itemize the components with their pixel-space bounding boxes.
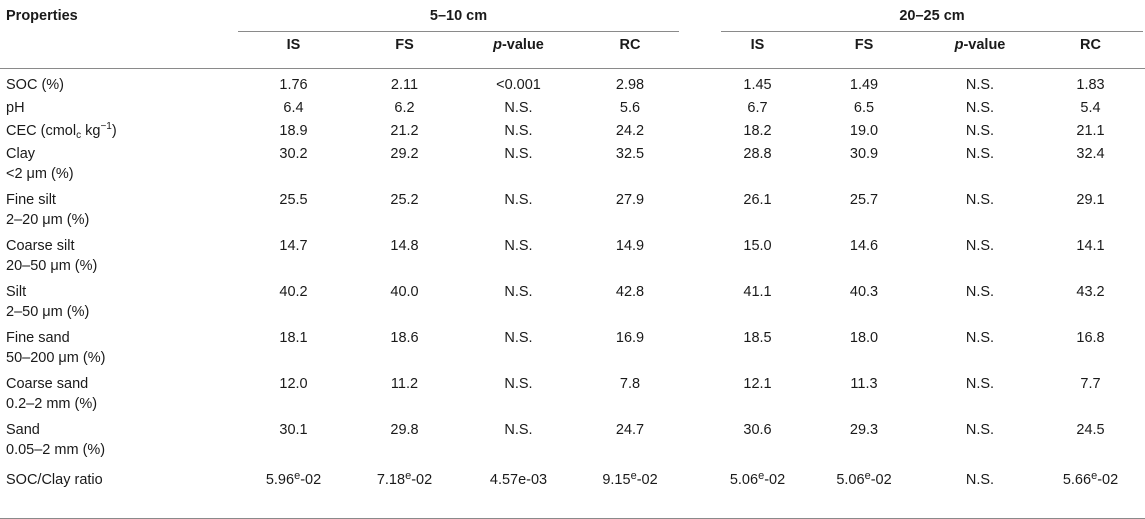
value-cell: 24.2 — [615, 123, 645, 139]
row-label — [0, 69, 238, 99]
row-label-line2: 2–20 μm (%) — [6, 212, 90, 228]
value-cell: 1.45 — [743, 77, 772, 93]
table-row — [0, 121, 1145, 144]
value-base: 5.06 — [836, 472, 865, 488]
value-cell: 12.1 — [743, 376, 772, 392]
unit-subscript: c — [76, 130, 82, 141]
row-label — [0, 236, 238, 282]
value-cell: 25.2 — [390, 192, 419, 208]
value-cell: 29.1 — [1076, 192, 1105, 208]
group-header-20-25cm — [711, 0, 1145, 32]
value-exp-marker: e — [1091, 470, 1098, 482]
unit-end: ) — [111, 123, 117, 139]
pvalue-italic-p-2: p — [954, 37, 964, 53]
table-row — [0, 190, 1145, 236]
value-cell: N.S. — [965, 146, 995, 162]
group-label-20-25cm: 20–25 cm — [721, 0, 1143, 32]
gap-cell — [683, 328, 711, 374]
row-label — [0, 374, 238, 420]
value-cell: N.S. — [504, 146, 533, 162]
table-row — [0, 98, 1145, 121]
pvalue-suffix-2: -value — [963, 37, 1006, 53]
value-cell: 21.1 — [1076, 123, 1105, 139]
value-cell — [1036, 466, 1145, 493]
value-cell: N.S. — [504, 284, 533, 300]
row-label-line2: 2–50 μm (%) — [6, 304, 90, 320]
col-header-rc-2: RC — [1036, 32, 1145, 69]
col-header-fs-2: FS — [804, 32, 924, 69]
value-cell: 30.6 — [743, 422, 772, 438]
gap-cell — [683, 190, 711, 236]
row-label — [0, 144, 238, 190]
row-label — [0, 282, 238, 328]
col-header-fs-1: FS — [349, 32, 460, 69]
row-label-line2: <2 μm (%) — [6, 166, 74, 182]
value-cell: 18.9 — [279, 123, 308, 139]
gap-cell — [683, 69, 711, 99]
value-cell: N.S. — [965, 376, 995, 392]
value-cell: 14.6 — [849, 238, 879, 254]
row-label-line1: Sand — [6, 422, 40, 438]
value-cell: N.S. — [504, 192, 533, 208]
table-row — [0, 328, 1145, 374]
row-label-line1: Fine silt — [6, 192, 56, 208]
value-cell: N.S. — [965, 422, 995, 438]
table-row — [0, 144, 1145, 190]
value-cell: 25.7 — [849, 192, 879, 208]
row-label — [0, 121, 238, 144]
unit-start: CEC (cmol — [6, 123, 77, 139]
unit-mid: kg — [81, 123, 101, 139]
value-cell: N.S. — [965, 100, 995, 116]
value-base: 5.06 — [729, 472, 759, 488]
col-header-is-2: IS — [711, 32, 804, 69]
value-cell: N.S. — [504, 330, 533, 346]
row-label: SOC/Clay ratio — [6, 472, 103, 488]
value-exp: -02 — [411, 472, 433, 488]
row-label-line1: SOC (%) — [6, 77, 64, 93]
value-cell — [804, 466, 924, 493]
row-label — [0, 190, 238, 236]
value-cell: 29.3 — [849, 422, 879, 438]
value-cell: 1.83 — [1076, 77, 1105, 93]
value-cell: 32.5 — [615, 146, 645, 162]
value-cell: 30.2 — [279, 146, 308, 162]
value-cell: N.S. — [965, 123, 995, 139]
gap-cell — [683, 98, 711, 121]
value-cell: 7.7 — [1080, 376, 1101, 392]
row-label-line1: pH — [6, 100, 25, 116]
value-exp-marker: e — [864, 470, 871, 482]
value-cell: 40.3 — [849, 284, 879, 300]
gap-cell — [683, 420, 711, 466]
pvalue-suffix: -value — [501, 37, 544, 53]
value-cell: 21.2 — [390, 123, 419, 139]
group-header-5-10cm — [238, 0, 683, 32]
value-cell: 18.5 — [743, 330, 772, 346]
value-exp-marker: e — [630, 470, 637, 482]
row-label — [0, 328, 238, 374]
col-header-pvalue-1 — [460, 32, 577, 69]
group-label-5-10cm: 5–10 cm — [238, 0, 679, 32]
value-cell: N.S. — [965, 284, 995, 300]
value-cell: 4.57e-03 — [489, 472, 548, 488]
value-cell: N.S. — [504, 100, 533, 116]
row-label-line2: 50–200 μm (%) — [6, 350, 106, 366]
value-cell: 2.11 — [390, 77, 419, 93]
value-cell: <0.001 — [496, 77, 541, 93]
value-cell: 40.0 — [390, 284, 419, 300]
value-base: 5.66 — [1062, 472, 1092, 488]
gap-cell — [683, 236, 711, 282]
value-cell: N.S. — [965, 77, 995, 93]
value-cell: 16.8 — [1076, 330, 1105, 346]
value-exp: -02 — [1097, 472, 1119, 488]
value-cell: 5.4 — [1080, 100, 1101, 116]
col-header-rc-1: RC — [577, 32, 683, 69]
value-cell: 30.1 — [279, 422, 308, 438]
value-cell: 5.6 — [619, 100, 641, 116]
gap-cell — [683, 466, 711, 493]
row-label-line1: Coarse silt — [6, 238, 75, 254]
value-cell: 40.2 — [279, 284, 308, 300]
value-cell — [238, 466, 349, 493]
value-cell: 18.6 — [390, 330, 419, 346]
value-cell: 14.9 — [615, 238, 645, 254]
row-label — [0, 420, 238, 466]
value-exp: -02 — [870, 472, 892, 488]
value-cell: 29.2 — [390, 146, 419, 162]
gap-cell — [683, 282, 711, 328]
properties-header: Properties — [6, 8, 78, 24]
row-label-line1 — [6, 121, 238, 141]
gap-cell — [683, 144, 711, 190]
header-gap — [683, 32, 711, 69]
value-cell — [577, 466, 683, 493]
value-cell: 1.76 — [279, 77, 308, 93]
value-cell: 11.3 — [850, 376, 878, 392]
table-row — [0, 69, 1145, 99]
unit-superscript: −1 — [100, 121, 112, 132]
table-row — [0, 374, 1145, 420]
value-cell: 6.4 — [283, 100, 304, 116]
value-cell: 14.8 — [390, 238, 419, 254]
value-cell: 32.4 — [1076, 146, 1105, 162]
value-cell: 12.0 — [279, 376, 308, 392]
value-cell — [711, 466, 804, 493]
value-cell: 43.2 — [1076, 284, 1105, 300]
group-gap — [683, 0, 711, 32]
row-label-line1: Coarse sand — [6, 376, 89, 392]
value-base: 5.96 — [265, 472, 295, 488]
value-cell: 18.1 — [279, 330, 308, 346]
value-cell: 42.8 — [615, 284, 645, 300]
value-cell: 14.7 — [279, 238, 308, 254]
value-cell: 18.0 — [849, 330, 879, 346]
value-cell: 16.9 — [615, 330, 645, 346]
value-cell: N.S. — [504, 123, 533, 139]
row-label-line2: 0.2–2 mm (%) — [6, 396, 98, 412]
value-cell: N.S. — [965, 192, 995, 208]
header-row-groups — [0, 0, 1145, 32]
value-cell: N.S. — [504, 422, 533, 438]
value-cell: 6.5 — [853, 100, 875, 116]
value-exp: -02 — [764, 472, 786, 488]
row-label-line1: Clay — [6, 146, 36, 162]
value-cell: N.S. — [965, 330, 995, 346]
value-cell: N.S. — [965, 238, 995, 254]
value-exp: -02 — [300, 472, 322, 488]
table-row — [0, 236, 1145, 282]
value-exp-marker: e — [405, 470, 412, 482]
value-base: 7.18 — [376, 472, 406, 488]
pvalue-italic-p: p — [493, 37, 502, 53]
row-label-line1: Fine sand — [6, 330, 70, 346]
value-base: 9.15 — [602, 472, 631, 488]
row-label-line1: Silt — [6, 284, 27, 300]
value-cell: 41.1 — [743, 284, 772, 300]
value-exp-marker: e — [758, 470, 765, 482]
value-cell: 24.5 — [1076, 422, 1105, 438]
value-cell — [349, 466, 460, 493]
value-cell: 6.7 — [747, 100, 768, 116]
value-cell: 2.98 — [615, 77, 645, 93]
value-cell: 11.2 — [390, 376, 419, 392]
value-cell: 25.5 — [279, 192, 308, 208]
row-label-line2: 20–50 μm (%) — [6, 258, 98, 274]
value-cell: 27.9 — [615, 192, 645, 208]
gap-cell — [683, 374, 711, 420]
value-cell: 1.49 — [849, 77, 879, 93]
header-row-columns — [0, 32, 1145, 69]
table-row-ratio — [0, 466, 1145, 493]
row-label-line2: 0.05–2 mm (%) — [6, 442, 106, 458]
value-cell: 28.8 — [743, 146, 772, 162]
row-label — [0, 98, 238, 121]
value-cell: 6.2 — [394, 100, 415, 116]
value-cell: N.S. — [965, 472, 995, 488]
value-cell: 26.1 — [743, 192, 772, 208]
col-header-is-1: IS — [238, 32, 349, 69]
value-cell: 14.1 — [1076, 238, 1105, 254]
value-cell: 19.0 — [849, 123, 879, 139]
header-blank — [0, 32, 238, 69]
value-cell: 30.9 — [849, 146, 879, 162]
gap-cell — [683, 121, 711, 144]
value-cell: 18.2 — [743, 123, 772, 139]
value-cell: 29.8 — [390, 422, 419, 438]
value-exp: -02 — [636, 472, 658, 488]
value-cell: N.S. — [504, 238, 533, 254]
col-header-pvalue-2 — [924, 32, 1036, 69]
value-cell: N.S. — [504, 376, 533, 392]
table-row — [0, 282, 1145, 328]
value-cell: 7.8 — [619, 376, 641, 392]
table-row — [0, 420, 1145, 466]
value-exp-marker: e — [294, 470, 301, 482]
value-cell: 24.7 — [615, 422, 645, 438]
value-cell: 15.0 — [743, 238, 772, 254]
